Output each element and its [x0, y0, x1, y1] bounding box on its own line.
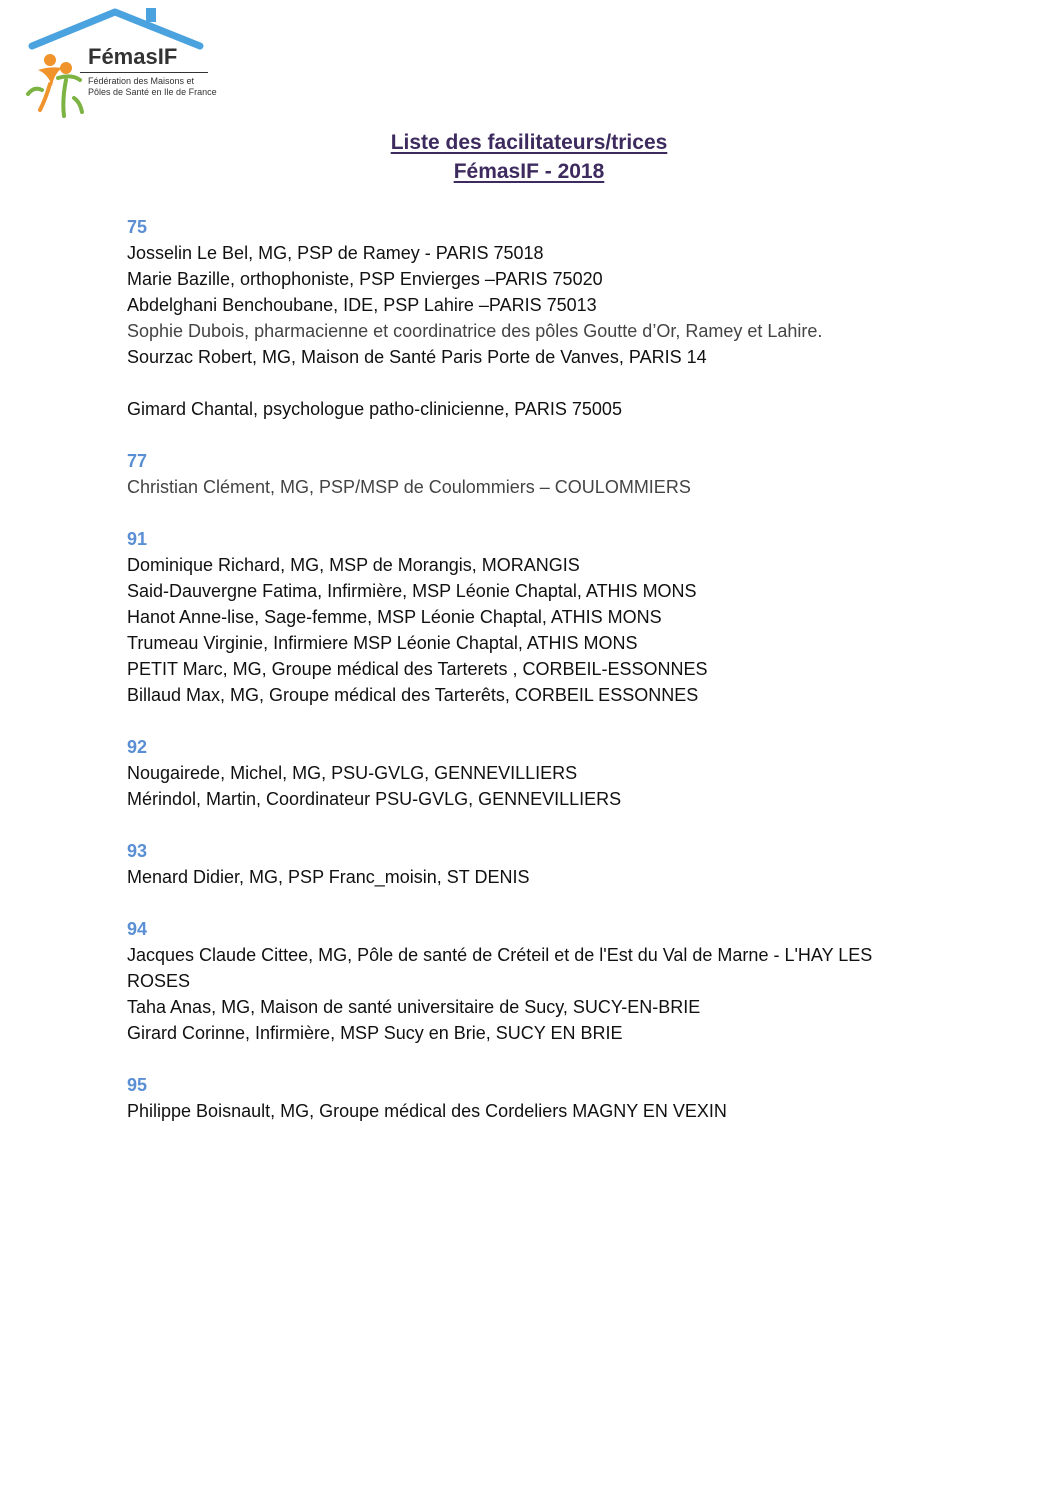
- logo-subtitle-line2: Pôles de Santé en Ile de France: [88, 87, 217, 97]
- section-spacer: [127, 812, 927, 838]
- blank-line: [127, 370, 927, 396]
- title-line-2: FémasIF - 2018: [453, 160, 605, 183]
- facilitator-entry: Nougairede, Michel, MG, PSU-GVLG, GENNEVILLIERS: [127, 763, 578, 783]
- logo-subtitle-line1: Fédération des Maisons et: [88, 76, 195, 86]
- facilitator-entry: Billaud Max, MG, Groupe médical des Tarterêts, CORBEIL ESSONNES: [127, 685, 699, 705]
- department-section: [127, 734, 927, 812]
- department-section: [127, 214, 927, 422]
- section-spacer: [127, 422, 927, 448]
- facilitator-list: [127, 214, 927, 1124]
- facilitator-entry: Gimard Chantal, psychologue patho-clinicienne, PARIS 75005: [127, 399, 622, 419]
- department-number: 91: [127, 529, 148, 549]
- department-number: 77: [127, 451, 148, 471]
- department-number: 95: [127, 1075, 148, 1095]
- department-section: [127, 838, 927, 890]
- facilitator-entry: Menard Didier, MG, PSP Franc_moisin, ST DENIS: [127, 867, 530, 887]
- department-section: [127, 1072, 927, 1124]
- logo-subtitle: [88, 76, 238, 98]
- facilitator-entry: Abdelghani Benchoubane, IDE, PSP Lahire –PARIS 75013: [127, 295, 597, 315]
- facilitator-entry: Marie Bazille, orthophoniste, PSP Envierges –PARIS 75020: [127, 269, 603, 289]
- facilitator-entry: Trumeau Virginie, Infirmiere MSP Léonie Chaptal, ATHIS MONS: [127, 633, 638, 653]
- facilitator-entry: Girard Corinne, Infirmière, MSP Sucy en Brie, SUCY EN BRIE: [127, 1023, 623, 1043]
- title-line-1: Liste des facilitateurs/trices: [390, 131, 668, 154]
- department-section: [127, 916, 927, 1046]
- section-spacer: [127, 500, 927, 526]
- department-section: [127, 448, 927, 500]
- facilitator-entry: Sophie Dubois, pharmacienne et coordinatrice des pôles Goutte d’Or, Ramey et Lahire.: [127, 321, 823, 341]
- department-number: 93: [127, 841, 148, 861]
- facilitator-entry: ROSES: [127, 971, 191, 991]
- department-number: 75: [127, 217, 148, 237]
- section-spacer: [127, 708, 927, 734]
- department-number: 92: [127, 737, 148, 757]
- facilitator-entry: Dominique Richard, MG, MSP de Morangis, MORANGIS: [127, 555, 580, 575]
- facilitator-entry: Philippe Boisnault, MG, Groupe médical des Cordeliers MAGNY EN VEXIN: [127, 1101, 727, 1121]
- facilitator-entry: Hanot Anne-lise, Sage-femme, MSP Léonie Chaptal, ATHIS MONS: [127, 607, 662, 627]
- facilitator-entry: Jacques Claude Cittee, MG, Pôle de santé de Créteil et de l'Est du Val de Marne - L'HAY LES: [127, 945, 873, 965]
- document-title: [0, 128, 1058, 186]
- facilitator-entry: Sourzac Robert, MG, Maison de Santé Paris Porte de Vanves, PARIS 14: [127, 347, 707, 367]
- facilitator-entry: Josselin Le Bel, MG, PSP de Ramey - PARIS 75018: [127, 243, 544, 263]
- logo-name: FémasIF: [88, 44, 178, 69]
- femasif-logo: [20, 6, 230, 118]
- facilitator-entry: PETIT Marc, MG, Groupe médical des Tarterets , CORBEIL-ESSONNES: [127, 659, 708, 679]
- department-number: 94: [127, 919, 148, 939]
- section-spacer: [127, 1046, 927, 1072]
- logo-divider: [80, 72, 208, 73]
- facilitator-entry: Mérindol, Martin, Coordinateur PSU-GVLG, GENNEVILLIERS: [127, 789, 622, 809]
- facilitator-entry: Taha Anas, MG, Maison de santé universitaire de Sucy, SUCY-EN-BRIE: [127, 997, 701, 1017]
- section-spacer: [127, 890, 927, 916]
- facilitator-entry: Said-Dauvergne Fatima, Infirmière, MSP Léonie Chaptal, ATHIS MONS: [127, 581, 697, 601]
- department-section: [127, 526, 927, 708]
- facilitator-entry: Christian Clément, MG, PSP/MSP de Coulommiers – COULOMMIERS: [127, 477, 691, 497]
